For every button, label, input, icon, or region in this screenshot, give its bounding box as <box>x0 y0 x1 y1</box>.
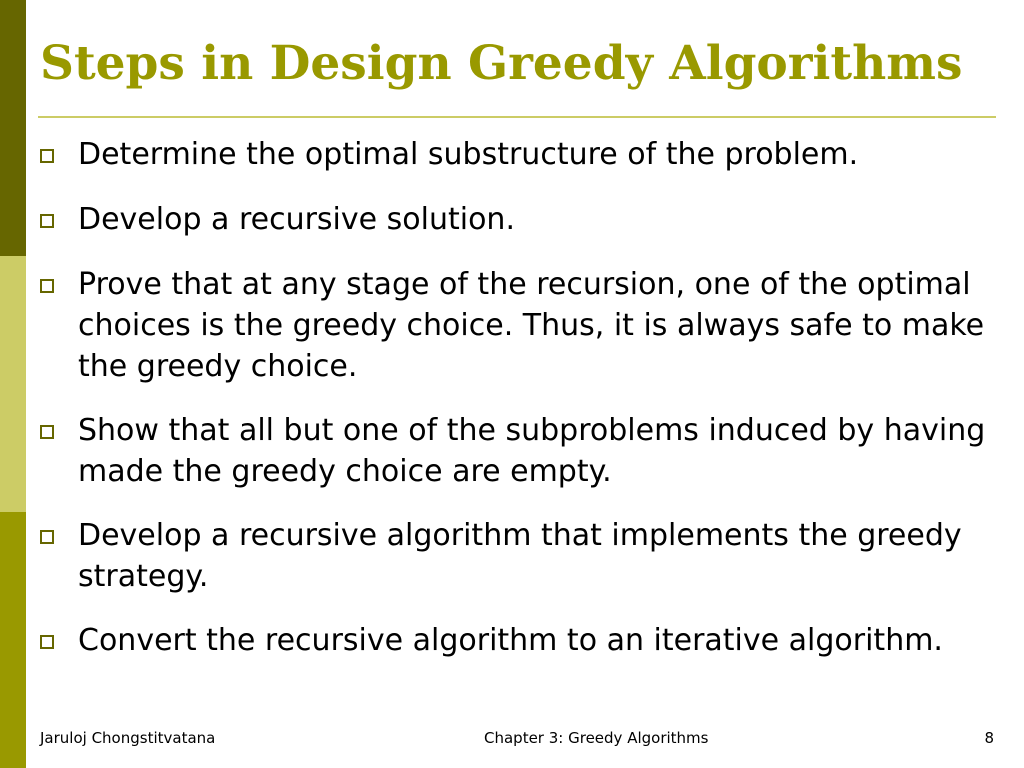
bullet-item <box>40 410 1004 492</box>
bullet-item <box>40 620 1004 661</box>
title-divider <box>38 116 996 118</box>
hollow-square-bullet-icon <box>40 149 54 163</box>
hollow-square-bullet-icon <box>40 425 54 439</box>
bullet-item <box>40 515 1004 597</box>
bullet-text: Convert the recursive algorithm to an iterative algorithm. <box>78 623 943 658</box>
decorative-sidebar <box>0 0 26 768</box>
bullet-text: Develop a recursive solution. <box>78 202 515 237</box>
bullet-text: Develop a recursive algorithm that implements the greedy strategy. <box>78 518 962 594</box>
sidebar-segment-bottom <box>0 512 26 768</box>
hollow-square-bullet-icon <box>40 635 54 649</box>
bullet-item <box>40 134 1004 175</box>
bullet-item <box>40 199 1004 240</box>
bullet-text: Determine the optimal substructure of the problem. <box>78 137 859 172</box>
bullet-text: Show that all but one of the subproblems induced by having made the greedy choice are empty. <box>78 413 986 489</box>
bullet-text: Prove that at any stage of the recursion, one of the optimal choices is the greedy choice. Thus, it is always safe to make the greedy choice. <box>78 267 985 384</box>
footer-author: Jaruloj Chongstitvatana <box>40 729 216 747</box>
slide-title: Steps in Design Greedy Algorithms <box>40 36 963 91</box>
hollow-square-bullet-icon <box>40 530 54 544</box>
bullet-item <box>40 264 1004 387</box>
hollow-square-bullet-icon <box>40 279 54 293</box>
footer-chapter: Chapter 3: Greedy Algorithms <box>484 729 709 747</box>
hollow-square-bullet-icon <box>40 214 54 228</box>
footer-page-number: 8 <box>984 729 994 747</box>
sidebar-segment-middle <box>0 256 26 512</box>
sidebar-segment-top <box>0 0 26 256</box>
bullet-list <box>40 134 1004 685</box>
